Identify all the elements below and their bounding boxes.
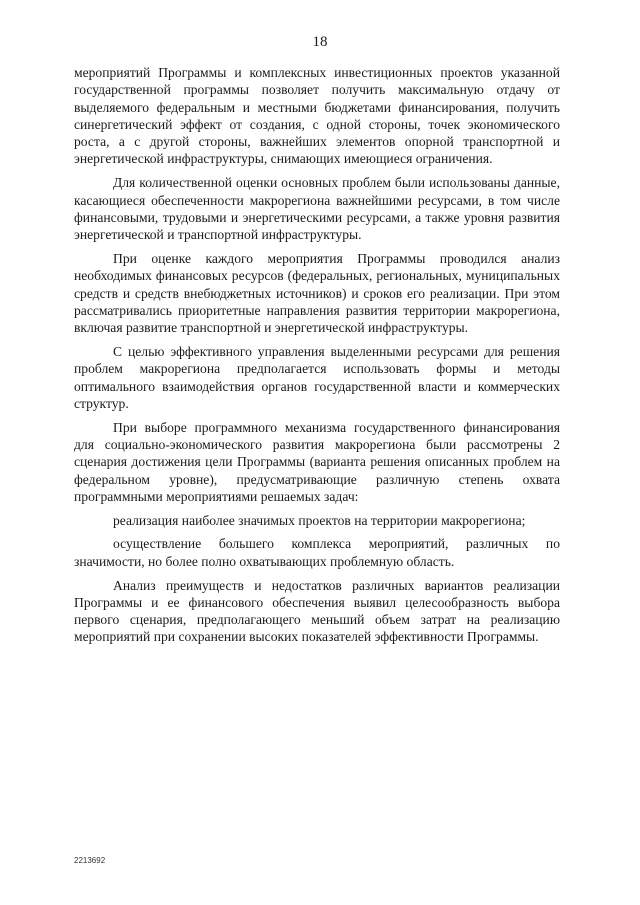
body-text bbox=[74, 64, 560, 652]
paragraph-scenarios: При выборе программного механизма государственного финансирования для социально-экономического развития макрорегиона были рассмотрены 2 сценария достижения цели Программы (варианта решения описанных проблем на федеральном уровне), предусматривающие различную степень охвата программными мероприятиями решаемых задач: bbox=[74, 419, 560, 504]
paragraph-quantitative-assessment: Для количественной оценки основных проблем были использованы данные, касающиеся обеспеченности макрорегиона важнейшими ресурсами, в том числе финансовыми, трудовыми и энергетическими ресурсами, а также уровня развития энергетической и транспортной инфраструктуры. bbox=[74, 175, 560, 243]
list-item-scenario-2: осуществление большего комплекса мероприятий, различных по значимости, но более полно охватывающих проблемную область. bbox=[74, 536, 560, 569]
paragraph-continuation: мероприятий Программы и комплексных инвестиционных проектов указанной государственной программы позволяет получить максимальную отдачу от выделяемого федеральным и местными бюджетами финансирования, получить синергетический эффект от создания, с одной стороны, точек экономического роста, а с другой стороны, важнейших элементов опорной транспортной и энергетической инфраструктуры, снимающих имеющиеся ограничения. bbox=[74, 65, 560, 167]
paragraph-conclusion: Анализ преимуществ и недостатков различных вариантов реализации Программы и ее финансового обеспечения выявил целесообразность выбора первого сценария, предполагающего меньший объем затрат на реализацию мероприятий при сохранении высоких показателей эффективности Программы. bbox=[74, 577, 560, 645]
paragraph-resource-management: С целью эффективного управления выделенными ресурсами для решения проблем макрорегиона предполагается использовать формы и методы оптимального взаимодействия органов государственной власти и коммерческих структур. bbox=[74, 343, 560, 411]
paragraph-financial-analysis: При оценке каждого мероприятия Программы проводился анализ необходимых финансовых ресурсов (федеральных, региональных, муниципальных средств и средств внебюджетных источников) и сроков его реализации. При этом рассматривались приоритетные направления развития территории макрорегиона, включая развитие транспортной и энергетической инфраструктуры. bbox=[74, 250, 560, 336]
list-item-scenario-1: реализация наиболее значимых проектов на территории макрорегиона; bbox=[113, 512, 526, 528]
document-code: 2213692 bbox=[74, 856, 106, 865]
page-number: 18 bbox=[312, 34, 328, 50]
